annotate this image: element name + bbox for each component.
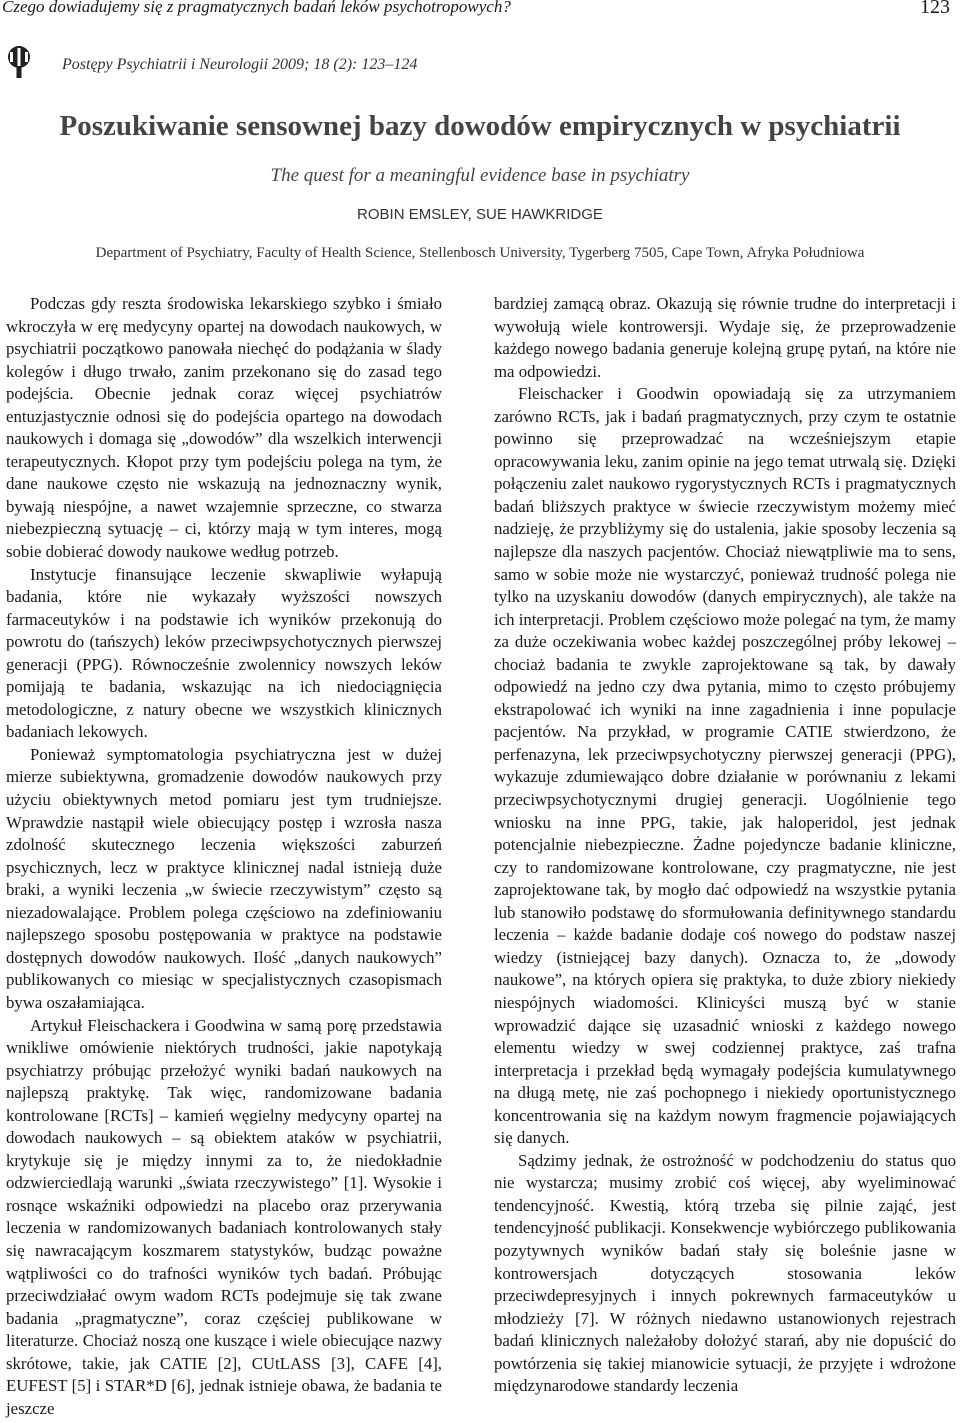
authors: ROBIN EMSLEY, SUE HAWKRIDGE (357, 206, 603, 223)
paragraph: Artykuł Fleischackera i Goodwina w samą porę przedstawia wnikliwe omówienie niektórych trudności, jakie napotykają psychiatrzy próbując przełożyć wyniki badań naukowych na najlepszą praktykę. Tak więc, randomizowane badania kontrolowane [RCTs] – kamień węgielny medycyny opartej na dowodach naukowych – są obiektem ataków w psychiatrii, krytykuje się je między innymi za to, że niedokładnie odzwierciedlają warunki „świata rzeczywistego” [1]. Wysokie i rosnące wskaźniki odpowiedzi na placebo oraz przerywania leczenia w randomizowanych badaniach kontrolowanych stały się nawracającym koszmarem statystyków, budząc poważne wątpliwości co do trafności wyników tych badań. Próbując przeciwdziałać owym wadom RCTs podejmuje się tak zwane badania „pragmatyczne”, coraz częściej publikowane w literaturze. Chociaż noszą one kuszące i wiele obiecujące nazwy skrótowe, takie, jak CATIE [2], CUtLASS [3], CAFE [4], EUFEST [5] i STAR*D [6], jednak istnieje obawa, że badania te jeszcze (6, 1015, 442, 1418)
article-subtitle: The quest for a meaningful evidence base in psychiatry (270, 165, 690, 186)
page-number: 123 (920, 0, 950, 18)
journal-logo-icon (4, 44, 34, 80)
body-column-left (6, 293, 442, 1420)
paragraph: bardziej zamącą obraz. Okazują się równie trudne do interpretacji i wywołują wiele kontrowersji. Wydaje się, że przeprowadzenie każdego nowego badania generuje kolejną grupę pytań, na które nie ma odpowiedzi. (494, 294, 956, 381)
affiliation: Department of Psychiatry, Faculty of Health Science, Stellenbosch University, Tygerberg 7505, Cape Town, Afryka Południowa (95, 245, 865, 261)
paragraph: Ponieważ symptomatologia psychiatryczna jest w dużej mierze subiektywna, gromadzenie dowodów naukowych przy użyciu obiektywnych metod pomiaru jest tym trudniejsze. Wprawdzie nastąpił wiele obiecujący postęp i wzrosła nasza zdolność skutecznego leczenia większości zaburzeń psychicznych, lecz w praktyce klinicznej nadal istnieją duże braki, a wyniki leczenia „w świecie rzeczywistym” często są niezadowalające. Problem polega częściowo na zdefiniowaniu najlepszego sposobu postępowania w praktyce na podstawie dostępnych dowodów naukowych. Ilość „danych naukowych” publikowanych co miesiąc w specjalistycznych czasopismach bywa oszałamiająca. (6, 744, 442, 1012)
journal-reference: Postępy Psychiatrii i Neurologii 2009; 18 (2): 123–124 (62, 56, 418, 73)
running-header (0, 0, 960, 20)
paragraph: Sądzimy jednak, że ostrożność w podchodzeniu do status quo nie wystarcza; musimy zrobić coś więcej, aby wyeliminować tendencyjność. Kwestią, którą trzeba się pilnie zająć, jest tendencyjność publikacji. Konsekwencje wybiórczego publikowania pozytywnych wyników badań stały się boleśnie jasne w kontrowersjach dotyczących stosowania leków przeciwdepresyjnych i innych pokrewnych farmaceutyków u młodzieży [7]. W różnych niedawno ustanowionych rejestrach badań klinicznych należałoby dołożyć starań, aby nie dopuścić do powtórzenia się takiej mianowicie sytuacji, że przyjęte i wdrożone międzynarodowe standardy leczenia (494, 1150, 956, 1396)
running-title: Czego dowiadujemy się z pragmatycznych badań leków psychotropowych? (2, 0, 511, 16)
paragraph: Podczas gdy reszta środowiska lekarskiego szybko i śmiało wkroczyła w erę medycyny opartej na dowodach naukowych, w psychiatrii początkowo panowała niechęć do podążania w ślady kolegów i długo trwało, zanim przekonano się do zasad tego podejścia. Obecnie jednak coraz więcej psychiatrów entuzjastycznie odnosi się do podejścia opartego na dowodach naukowych i domaga się „dowodów” dla wszelkich interwencji terapeutycznych. Kłopot przy tym podejściu polega na tym, że dane naukowe często nie wskazują na jednoznaczny wynik, bywają niespójne, a nawet wzajemnie sprzeczne, co stwarza niebezpieczną sytuację – ci, którzy mają w tym interes, mogą sobie dobierać dowody naukowe według potrzeb. (6, 294, 442, 562)
paragraph: Instytucje finansujące leczenie skwapliwie wyłapują badania, które nie wykazały wyższości nowszych farmaceutyków i na podstawie ich wyników przekonują do powrotu do (tańszych) leków przeciwpsychotycznych pierwszej generacji (PPG). Równocześnie zwolennicy nowszych leków pomijają te badania, wskazując na ich niedociągnięcia metodologiczne, z natury obecne we wszystkich klinicznych badaniach lekowych. (6, 564, 442, 742)
article-title: Poszukiwanie sensownej bazy dowodów empirycznych w psychiatrii (59, 110, 901, 142)
body-column-right (494, 293, 956, 1398)
paragraph: Fleischacker i Goodwin opowiadają się za utrzymaniem zarówno RCTs, jak i badań pragmatycznych, przy czym te ostatnie powinno się przeprowadzać na wcześniejszym etapie opracowywania leku, zanim opinie na jego temat utrwalą się. Dzięki połączeniu zalet naukowo rygorystycznych RCTs i pragmatycznych badań bliższych praktyce w świecie rzeczywistym możemy mieć nadzieję, że przybliżymy się do ustalenia, jakie sposoby leczenia są najlepsze dla naszych pacjentów. Chociaż niewątpliwie ma to sens, samo w sobie może nie wystarczyć, ponieważ trudność polega nie tylko na uzyskaniu dowodów (danych empirycznych), ale także na ich interpretacji. Problem częściowo może polegać na tym, że mamy za duże oczekiwania wobec każdej poszczególnej próby lekowej – chociaż badania te zwykle zaprojektowane są tak, by dawały odpowiedź na jedno czy dwa pytania, mimo to często próbujemy ekstrapolować ich wyniki na inne zagadnienia i inne populacje pacjentów. Na przykład, w programie CATIE stwierdzono, że perfenazyna, lek przeciwpsychotyczny pierwszej generacji (PPG), wykazuje zdumiewająco dobre działanie w porównaniu z lekami przeciwpsychotycznymi drugiej generacji. Uogólnienie tego wniosku na inne PPG, takie, jak haloperidol, jest jednak potencjalnie niebezpieczne. Żadne pojedyncze badanie kliniczne, czy to randomizowane kontrolowane, czy pragmatyczne, nie jest zaprojektowane tak, by mogło dać odpowiedź na wszystkie pytania lub stanowiło podstawę do sformułowania definitywnego standardu leczenia – każde badanie dodaje coś nowego do podstaw naszej wiedzy (istniejącej bazy danych). Oznacza to, że „dowody naukowe”, na których opiera się praktyka, to duże zbiory niekiedy niespójnych wiadomości. Klinicyści muszą być w stanie wprowadzić dające się uzasadnić wnioski z każdego nowego elementu wiedzy w swej codziennej praktyce, zaś trafna interpretacja i przekład będą wymagały podejścia kumulatywnego na długą metę, nie zaś pochopnego i niekiedy oportunistycznego koncentrowania się na każdym nowym fragmencie pojawiających się danych. (494, 384, 956, 1148)
